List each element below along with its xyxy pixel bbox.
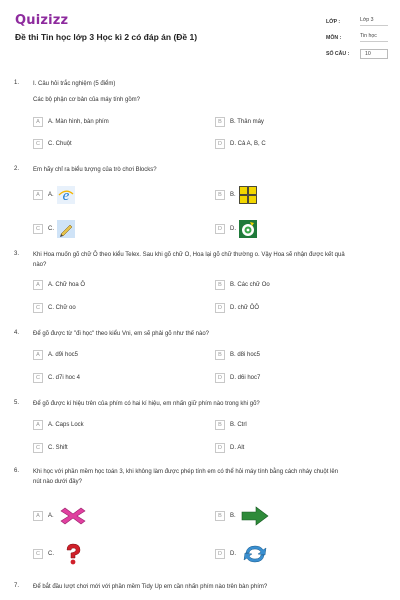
option-d[interactable] <box>215 373 260 383</box>
option-d[interactable] <box>215 542 272 566</box>
meta-class-row <box>326 14 388 29</box>
target-icon <box>238 219 258 239</box>
option-letter-box: D <box>215 443 225 453</box>
option-c[interactable] <box>33 303 76 313</box>
option-text: A. Màn hình, bàn phím <box>48 119 109 125</box>
pencil-icon <box>56 219 76 239</box>
option-text: A. Caps Lock <box>48 422 84 428</box>
question-text: nào? <box>33 262 47 268</box>
svg-text:e: e <box>62 188 70 204</box>
option-text: D. <box>230 226 236 232</box>
arrow-right-icon <box>238 504 272 528</box>
question-text: Khi Hoa muốn gõ chữ Ô theo kiểu Telex. Sau khi gõ chữ O, Hoa lại gõ chữ thường o. Vậy Hoa sẽ nhận được kết quả <box>33 252 345 258</box>
option-d[interactable] <box>215 139 266 149</box>
option-a[interactable] <box>33 350 78 360</box>
option-c[interactable] <box>33 443 68 453</box>
option-text: B. <box>230 513 236 519</box>
option-b[interactable] <box>215 504 272 528</box>
meta-label: MÔN : <box>326 34 342 41</box>
option-b[interactable] <box>215 117 264 127</box>
option-text: D. chữ ÔÔ <box>230 305 260 311</box>
blocks-icon <box>238 185 258 205</box>
option-text: B. Thân máy <box>230 119 264 125</box>
option-letter-box: B <box>215 117 225 127</box>
x-mark-icon <box>56 504 90 528</box>
question-text: I. Câu hỏi trắc nghiệm (5 điểm) <box>33 81 116 87</box>
option-letter-box: A <box>33 190 43 200</box>
option-letter-box: D <box>215 224 225 234</box>
option-text: A. <box>48 513 54 519</box>
option-letter-box: D <box>215 549 225 559</box>
option-letter-box: D <box>215 373 225 383</box>
option-a[interactable] <box>33 280 85 290</box>
meta-subject-row <box>326 30 388 45</box>
option-letter-box: B <box>215 420 225 430</box>
option-text: C. Chuột <box>48 141 72 147</box>
option-letter-box: B <box>215 511 225 521</box>
option-text: D. Cả A, B, C <box>230 141 266 147</box>
option-text: A. Chữ hoa Ô <box>48 282 86 288</box>
option-letter-box: C <box>33 443 43 453</box>
question-number: 5. <box>14 400 20 406</box>
option-text: B. d8i hoc5 <box>230 352 261 358</box>
meta-value: Tin học <box>360 33 388 42</box>
option-text: B. Các chữ Oo <box>230 282 270 288</box>
question-number: 2. <box>14 166 20 172</box>
option-letter-box: D <box>215 303 225 313</box>
option-text: C. Chữ oo <box>48 305 76 311</box>
meta-value: Lớp 3 <box>360 17 388 26</box>
option-d[interactable] <box>215 443 244 453</box>
option-b[interactable] <box>215 280 270 290</box>
option-b[interactable] <box>215 185 258 205</box>
question-number: 3. <box>14 251 20 257</box>
option-a[interactable] <box>33 117 109 127</box>
meta-value: 10 <box>360 49 388 59</box>
option-letter-box: A <box>33 511 43 521</box>
option-c[interactable] <box>33 542 90 566</box>
option-letter-box: D <box>215 139 225 149</box>
option-letter-box: C <box>33 303 43 313</box>
question-text: nút nào dưới đây? <box>33 479 82 485</box>
option-text: D. d6i hoc7 <box>230 375 261 381</box>
option-text: D. Alt <box>230 445 245 451</box>
question-mark-icon <box>56 542 90 566</box>
option-letter-box: B <box>215 190 225 200</box>
question-text: Để gõ được kí hiệu trên của phím có hai kí hiệu, em nhấn giữ phím nào trong khi gõ? <box>33 401 260 407</box>
option-c[interactable] <box>33 219 76 239</box>
option-b[interactable] <box>215 420 247 430</box>
question-number: 7. <box>14 583 20 589</box>
option-a[interactable] <box>33 504 90 528</box>
option-c[interactable] <box>33 373 80 383</box>
option-letter-box: A <box>33 280 43 290</box>
option-a[interactable] <box>33 185 76 205</box>
option-letter-box: A <box>33 117 43 127</box>
question-number: 6. <box>14 468 20 474</box>
quizizz-logo: Quizizz <box>15 13 69 28</box>
worksheet-header <box>0 0 400 68</box>
meta-label: SỐ CÂU : <box>326 50 350 57</box>
option-text: A. d9i hoc5 <box>48 352 79 358</box>
option-letter-box: C <box>33 224 43 234</box>
option-b[interactable] <box>215 350 260 360</box>
option-letter-box: C <box>33 549 43 559</box>
ie-icon <box>56 185 76 205</box>
option-text: C. <box>48 226 54 232</box>
meta-panel <box>326 14 388 62</box>
option-c[interactable] <box>33 139 72 149</box>
question-text: Em hãy chỉ ra biểu tượng của trò chơi Blocks? <box>33 167 157 173</box>
option-text: B. <box>230 192 236 198</box>
question-text: Để gõ được từ "đi học" theo kiểu Vni, em sẽ phải gõ như thế nào? <box>33 331 210 337</box>
option-text: A. <box>48 192 54 198</box>
option-text: D. <box>230 551 236 557</box>
option-letter-box: B <box>215 350 225 360</box>
refresh-icon <box>238 542 272 566</box>
question-number: 4. <box>14 330 20 336</box>
question-number: 1. <box>14 80 20 86</box>
option-text: C. Shift <box>48 445 68 451</box>
option-a[interactable] <box>33 420 84 430</box>
meta-count-row <box>326 46 388 61</box>
option-letter-box: B <box>215 280 225 290</box>
question-text: Khi học với phần mềm học toán 3, khi không làm được phép tính em có thể hỏi máy tính bằng cách nháy chuột lên <box>33 469 339 475</box>
option-text: C. <box>48 551 54 557</box>
page-title: Đề thi Tin học lớp 3 Học kì 2 có đáp án (Đề 1) <box>15 32 198 42</box>
option-d[interactable] <box>215 303 259 313</box>
option-d[interactable] <box>215 219 258 239</box>
option-letter-box: C <box>33 139 43 149</box>
option-text: B. Ctrl <box>230 422 247 428</box>
question-text: Các bộ phận cơ bản của máy tính gồm? <box>33 97 140 103</box>
option-letter-box: A <box>33 420 43 430</box>
option-letter-box: C <box>33 373 43 383</box>
question-text: Để bắt đầu lượt chơi mới với phần mềm Tidy Up em cần nhấn phím nào trên bàn phím? <box>33 584 268 590</box>
option-text: C. d7i hoc 4 <box>48 375 81 381</box>
meta-label: LỚP : <box>326 18 341 25</box>
option-letter-box: A <box>33 350 43 360</box>
